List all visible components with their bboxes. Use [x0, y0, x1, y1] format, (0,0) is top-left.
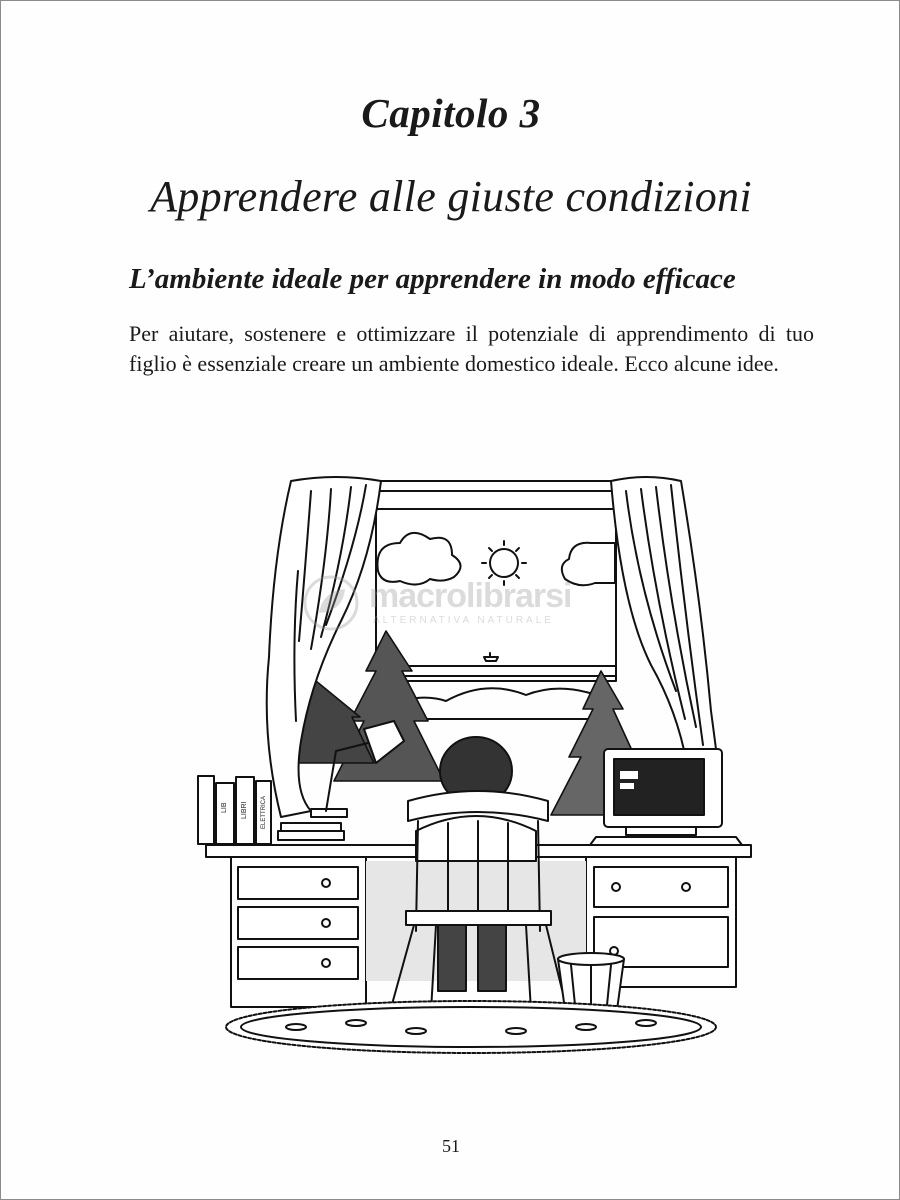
- watermark: [301, 573, 621, 633]
- book-spine-2: LIBRI: [241, 801, 248, 819]
- chapter-label: Capitolo 3: [361, 90, 541, 136]
- book-spine-1: LIB: [221, 802, 228, 813]
- section-heading: L’ambiente ideale per apprendere in modo efficace: [129, 263, 736, 295]
- book-spine-3: ELETTRICA: [261, 795, 267, 829]
- intro-paragraph: Per aiutare, sostenere e ottimizzare il potenziale di apprendimento di tuo figlio è essenziale creare un ambiente domestico ideale. Ecco alcune idee.: [129, 321, 814, 376]
- rug: [226, 1001, 716, 1053]
- chapter-title: Apprendere alle giuste condizioni: [150, 172, 752, 221]
- study-room-illustration: [186, 471, 766, 1061]
- watermark-leaf-icon: [301, 573, 361, 633]
- watermark-tagline: ALTERNATIVA NATURALE: [373, 615, 554, 626]
- page-number: 51: [442, 1136, 460, 1156]
- watermark-brand: macrolibrarsi: [369, 577, 572, 615]
- computer: [590, 749, 742, 845]
